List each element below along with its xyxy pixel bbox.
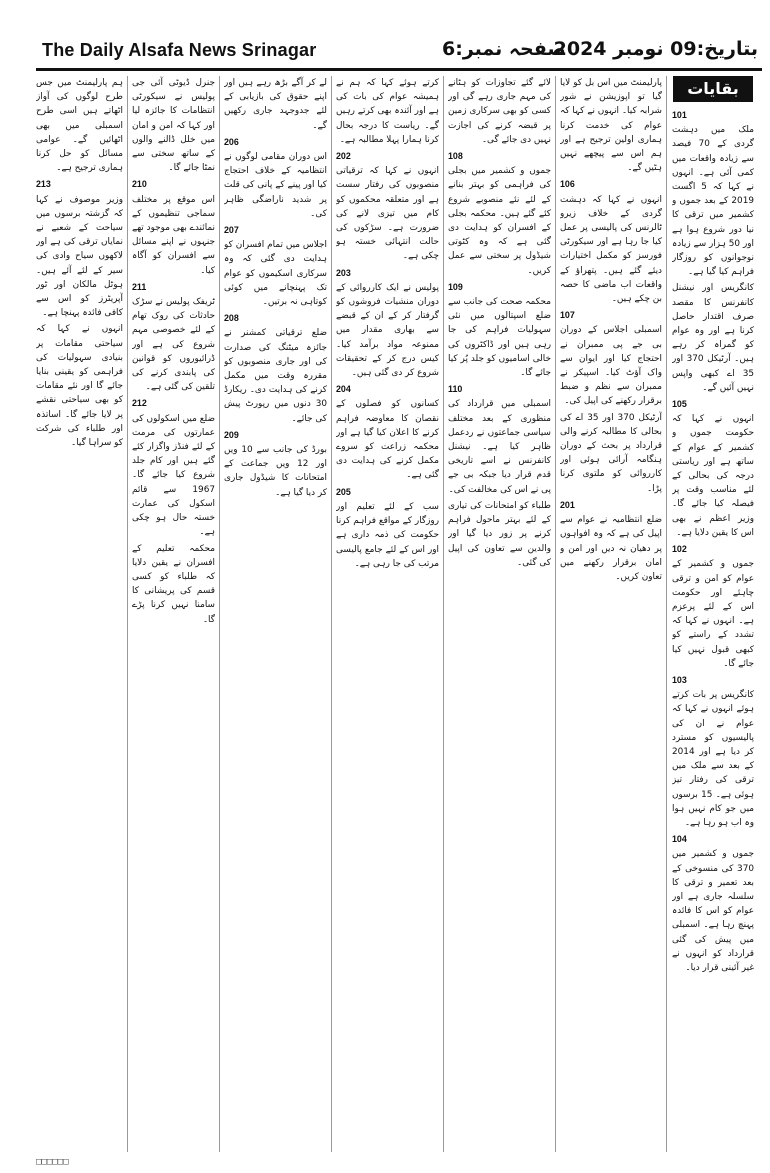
column-divider: [443, 76, 444, 1152]
text-column-7: [36, 76, 123, 1152]
article-paragraph: لے کر آگے بڑھ رہے ہیں اور اپنے حقوق کی بازیابی کے لئے جدوجہد جاری رکھیں گے۔: [224, 78, 327, 131]
item-number: 207: [224, 225, 239, 236]
item-number: 208: [224, 313, 239, 324]
article-paragraph: آرٹیکل 370 اور 35 اے کی بحالی کا مطالبہ کرنے والی قرارداد پر بحث کے دوران ہنگامہ آرائی ہوئی اور کارروائی کو ملتوی کرنا پڑا۔: [560, 412, 662, 494]
article-paragraph: جموں و کشمیر میں 370 کی منسوخی کے بعد تعمیر و ترقی کا سلسلہ جاری ہے اور عوام کو اس کا فائدہ پہنچ رہا ہے۔ اسمبلی میں پیش کی گئی قرارداد کو انہوں نے غیر آئینی قرار دیا۔: [672, 849, 754, 973]
issue-date: بتاریخ:09 نومبر 2024: [553, 38, 758, 60]
article-paragraph: کسانوں کو فصلوں کے نقصان کا معاوضہ فراہم کرنے کا اعلان کیا گیا ہے اور محکمہ زراعت کو سروے مکمل کرنے کی ہدایت دی گئی ہے۔: [336, 399, 439, 481]
item-number: 211: [132, 281, 147, 292]
article-paragraph: طلباء کو امتحانات کی تیاری کے لئے بہتر ماحول فراہم کرنے پر زور دیا گیا اور والدین سے تعاون کی اپیل کی گئی۔: [448, 500, 551, 568]
article-paragraph: جموں و کشمیر میں بجلی کی فراہمی کو بہتر بنانے کے لئے نئے منصوبے شروع کئے گئے ہیں۔ محکمہ بجلی کے افسران کو ہدایت دی گئی ہے کہ وہ کٹوتی شیڈول پر سختی سے عمل کریں۔: [448, 166, 551, 276]
article-paragraph: ضلع انتظامیہ نے عوام سے اپیل کی ہے کہ وہ افواہوں پر دھیان نہ دیں اور امن و امان برقرار رکھنے میں تعاون کریں۔: [560, 515, 662, 582]
item-number: 210: [132, 179, 147, 190]
text-column-3: [448, 76, 551, 1152]
column-divider: [666, 76, 667, 1152]
item-number: 103: [672, 674, 687, 685]
page-number: صفحہ نمبر:6: [442, 38, 566, 60]
article-paragraph: ہم پارلیمنٹ میں جس طرح لوگوں کی آواز اٹھاتے ہیں اسی طرح اسمبلی میں بھی اٹھائیں گے۔ عوامی مسائل کو حل کرنا ہماری ترجیح ہے۔: [36, 78, 123, 174]
text-column-2: [560, 76, 662, 1152]
article-paragraph: کرتے ہوئے کہا کہ ہم نے ہمیشہ عوام کی بات کی ہے اور آئندہ بھی کرتے رہیں گے۔ ریاست کا درجہ بحال کرنا ہمارا پہلا مطالبہ ہے۔: [336, 78, 439, 145]
article-paragraph: محکمہ تعلیم کے افسران نے یقین دلایا کہ طلباء کو کسی قسم کی پریشانی کا سامنا نہیں کرنا پڑے گا۔: [132, 543, 215, 625]
article-paragraph: وزیر موصوف نے کہا کہ گزشتہ برسوں میں سیاحت کے شعبے نے نمایاں ترقی کی ہے اور لاکھوں سیاح وادی کی سیر کے لئے آئے ہیں۔ ہوٹل مالکان اور ٹور آپریٹرز کو اس سے کافی فائدہ پہنچا ہے۔: [36, 194, 123, 319]
article-paragraph: اسمبلی اجلاس کے دوران بی جے پی ممبران نے احتجاج کیا اور ایوان سے واک آؤٹ کیا۔ اسپیکر نے ممبران سے نظم و ضبط برقرار رکھنے کی اپیل کی۔: [560, 325, 662, 407]
article-paragraph: ضلع ترقیاتی کمشنر نے جائزہ میٹنگ کی صدارت کی اور جاری منصوبوں کو مقررہ وقت میں مکمل کرنے کی ہدایت دی۔ ریکارڈ 30 دنوں میں رپورٹ پیش کی جائے۔: [224, 328, 327, 424]
article-paragraph: محکمہ صحت کی جانب سے ضلع اسپتالوں میں نئی سہولیات فراہم کی جا رہی ہیں اور ڈاکٹروں کی خالی اسامیوں کو جلد پُر کیا جائے گا۔: [448, 297, 551, 379]
column-divider: [331, 76, 332, 1152]
text-column-1: [672, 106, 754, 1152]
column-divider: [219, 76, 220, 1152]
article-paragraph: انہوں نے کہا کہ دہشت گردی کے خلاف زیرو ٹالرنس کی پالیسی پر عمل کیا جا رہا ہے اور سیکورٹی فورسز کو مکمل اختیارات دیئے گئے ہیں۔ پتھراؤ کے واقعات اب ماضی کا حصہ بن چکے ہیں۔: [560, 194, 662, 305]
item-number: 104: [672, 834, 687, 845]
item-number: 109: [448, 281, 463, 292]
item-number: 213: [36, 179, 51, 190]
article-paragraph: بورڈ کی جانب سے 10 ویں اور 12 ویں جماعت کے امتحانات کا شیڈول جاری کر دیا گیا ہے۔: [224, 445, 327, 498]
item-number: 108: [448, 151, 463, 162]
item-number: 202: [336, 151, 351, 162]
article-paragraph: جنرل ڈیوٹی آئی جی پولیس نے سیکورٹی انتظامات کا جائزہ لیا اور کہا کہ امن و امان میں خلل ڈالنے والوں کے ساتھ سختی سے نمٹا جائے گا۔: [132, 78, 215, 174]
item-number: 212: [132, 398, 147, 409]
item-number: 203: [336, 267, 351, 278]
item-number: 105: [672, 399, 687, 410]
article-paragraph: اجلاس میں تمام افسران کو ہدایت دی گئی کہ وہ سرکاری اسکیموں کو عوام تک پہنچانے میں کوئی کوتاہی نہ برتیں۔: [224, 240, 327, 308]
article-paragraph: انہوں نے کہا کہ ترقیاتی منصوبوں کی رفتار سست ہے اور متعلقہ محکموں کو کام میں تیزی لانے کی ضرورت ہے۔ سڑکوں کی حالت انتہائی خستہ ہو چکی ہے۔: [336, 166, 439, 262]
section-heading: بقایات: [673, 76, 753, 102]
column-divider: [555, 76, 556, 1152]
item-number: 204: [336, 384, 351, 395]
article-paragraph: پارلیمنٹ میں اس بل کو لایا گیا تو اپوزیشن نے شور شرابہ کیا۔ انہوں نے کہا کہ عوام کی خدمت کرنا ہماری اولین ترجیح ہے اور ہم اس سے پیچھے نہیں ہٹیں گے۔: [560, 78, 662, 174]
item-number: 107: [560, 310, 575, 321]
item-number: 201: [560, 499, 575, 510]
article-paragraph: کانگریس اور نیشنل کانفرنس کا مقصد صرف اقتدار حاصل کرنا ہے اور وہ عوام کو گمراہ کر رہے ہیں۔ آرٹیکل 370 اور 35 اے کبھی واپس نہیں آئیں گے۔: [672, 283, 754, 393]
item-number: 106: [560, 179, 575, 190]
article-paragraph: کانگریس پر بات کرتے ہوئے انہوں نے کہا کہ عوام نے ان کی پالیسیوں کو مسترد کر دیا ہے اور 2014 کے بعد سے ملک میں ترقی کی رفتار تیز ہوئی ہے۔ 15 برسوں میں جو کام نہیں ہوا وہ اب ہو رہا ہے۔: [672, 690, 754, 828]
article-paragraph: اسمبلی میں قرارداد کی منظوری کے بعد مختلف سیاسی جماعتوں نے ردعمل ظاہر کیا ہے۔ نیشنل کانفرنس نے اسے تاریخی قدم قرار دیا جبکہ بی جے پی نے اس کی مخالفت کی۔: [448, 399, 551, 495]
article-paragraph: ٹریفک پولیس نے سڑک حادثات کی روک تھام کے لئے خصوصی مہم شروع کی ہے اور ڈرائیوروں کو قوانین کی پابندی کرنے کی تلقین کی گئی ہے۔: [132, 297, 215, 393]
item-number: 206: [224, 136, 239, 147]
text-column-6: [132, 76, 215, 1152]
article-paragraph: ملک میں دہشت گردی کے 70 فیصد سے زیادہ واقعات میں کمی آئی ہے۔ انہوں نے کہا کہ 5 اگست 2019 کے بعد جموں و کشمیر میں ترقی کا نیا دور شروع ہوا ہے اور 50 ہزار سے زیادہ نوجوانوں کو روزگار فراہم کیا گیا ہے۔: [672, 125, 754, 278]
item-number: 205: [336, 486, 351, 497]
footer-mark: □□□□□□: [36, 1157, 69, 1167]
article-paragraph: انہوں نے کہا کہ سیاحتی مقامات پر بنیادی سہولیات کی فراہمی کو یقینی بنایا جائے گا اور نئے مقامات کو بھی سیاحتی نقشے پر لایا جائے گا۔ اساتذہ اور طلباء کی شرکت کو سراہا گیا۔: [36, 324, 123, 449]
article-paragraph: جموں و کشمیر کے عوام کو امن و ترقی چاہئے اور حکومت اس کے لئے پرعزم ہے۔ انہوں نے کہا کہ تشدد کے راستے کو کبھی قبول نہیں کیا جائے گا۔: [672, 559, 754, 669]
newspaper-title: The Daily Alsafa News Srinagar: [42, 40, 317, 60]
masthead: [36, 36, 762, 71]
article-paragraph: لائے گئے تجاوزات کو ہٹانے کی مہم جاری رہے گی اور کسی کو بھی سرکاری زمین پر قبضہ کرنے کی اجازت نہیں دی جائے گی۔: [448, 78, 551, 145]
item-number: 102: [672, 544, 687, 555]
article-paragraph: اس موقع پر مختلف سماجی تنظیموں کے نمائندے بھی موجود تھے جنہوں نے اپنے مسائل سے افسران کو آگاہ کیا۔: [132, 194, 215, 276]
article-paragraph: ضلع میں اسکولوں کی عمارتوں کی مرمت کے لئے فنڈز واگزار کئے گئے ہیں اور کام جلد شروع کیا جائے گا۔ 1967 سے قائم اسکول کی عمارت خستہ حال ہو چکی ہے۔: [132, 413, 215, 538]
article-paragraph: انہوں نے کہا کہ حکومت جموں و کشمیر کے عوام کے ساتھ ہے اور ریاستی درجہ کی بحالی کے لئے مناسب وقت پر فیصلہ کیا جائے گا۔ وزیر اعظم نے بھی اس کا یقین دلایا ہے۔: [672, 414, 754, 538]
item-number: 209: [224, 429, 239, 440]
text-column-4: [336, 76, 439, 1152]
text-column-5: [224, 76, 327, 1152]
article-paragraph: پولیس نے ایک کارروائی کے دوران منشیات فروشوں کو گرفتار کر کے ان کے قبضے سے بھاری مقدار میں ممنوعہ مواد برآمد کیا۔ کیس درج کر کے تحقیقات شروع کر دی گئی ہیں۔: [336, 282, 439, 379]
article-paragraph: اس دوران مقامی لوگوں نے انتظامیہ کے خلاف احتجاج کیا اور پینے کے پانی کی قلت پر شدید ناراضگی ظاہر کی۔: [224, 152, 327, 219]
item-number: 101: [672, 110, 687, 120]
article-paragraph: سب کے لئے تعلیم اور روزگار کے مواقع فراہم کرنا حکومت کی ذمہ داری ہے اور اس کے لئے جامع پالیسی مرتب کی جا رہی ہے۔: [336, 501, 439, 569]
column-divider: [127, 76, 128, 1152]
item-number: 110: [448, 384, 463, 395]
